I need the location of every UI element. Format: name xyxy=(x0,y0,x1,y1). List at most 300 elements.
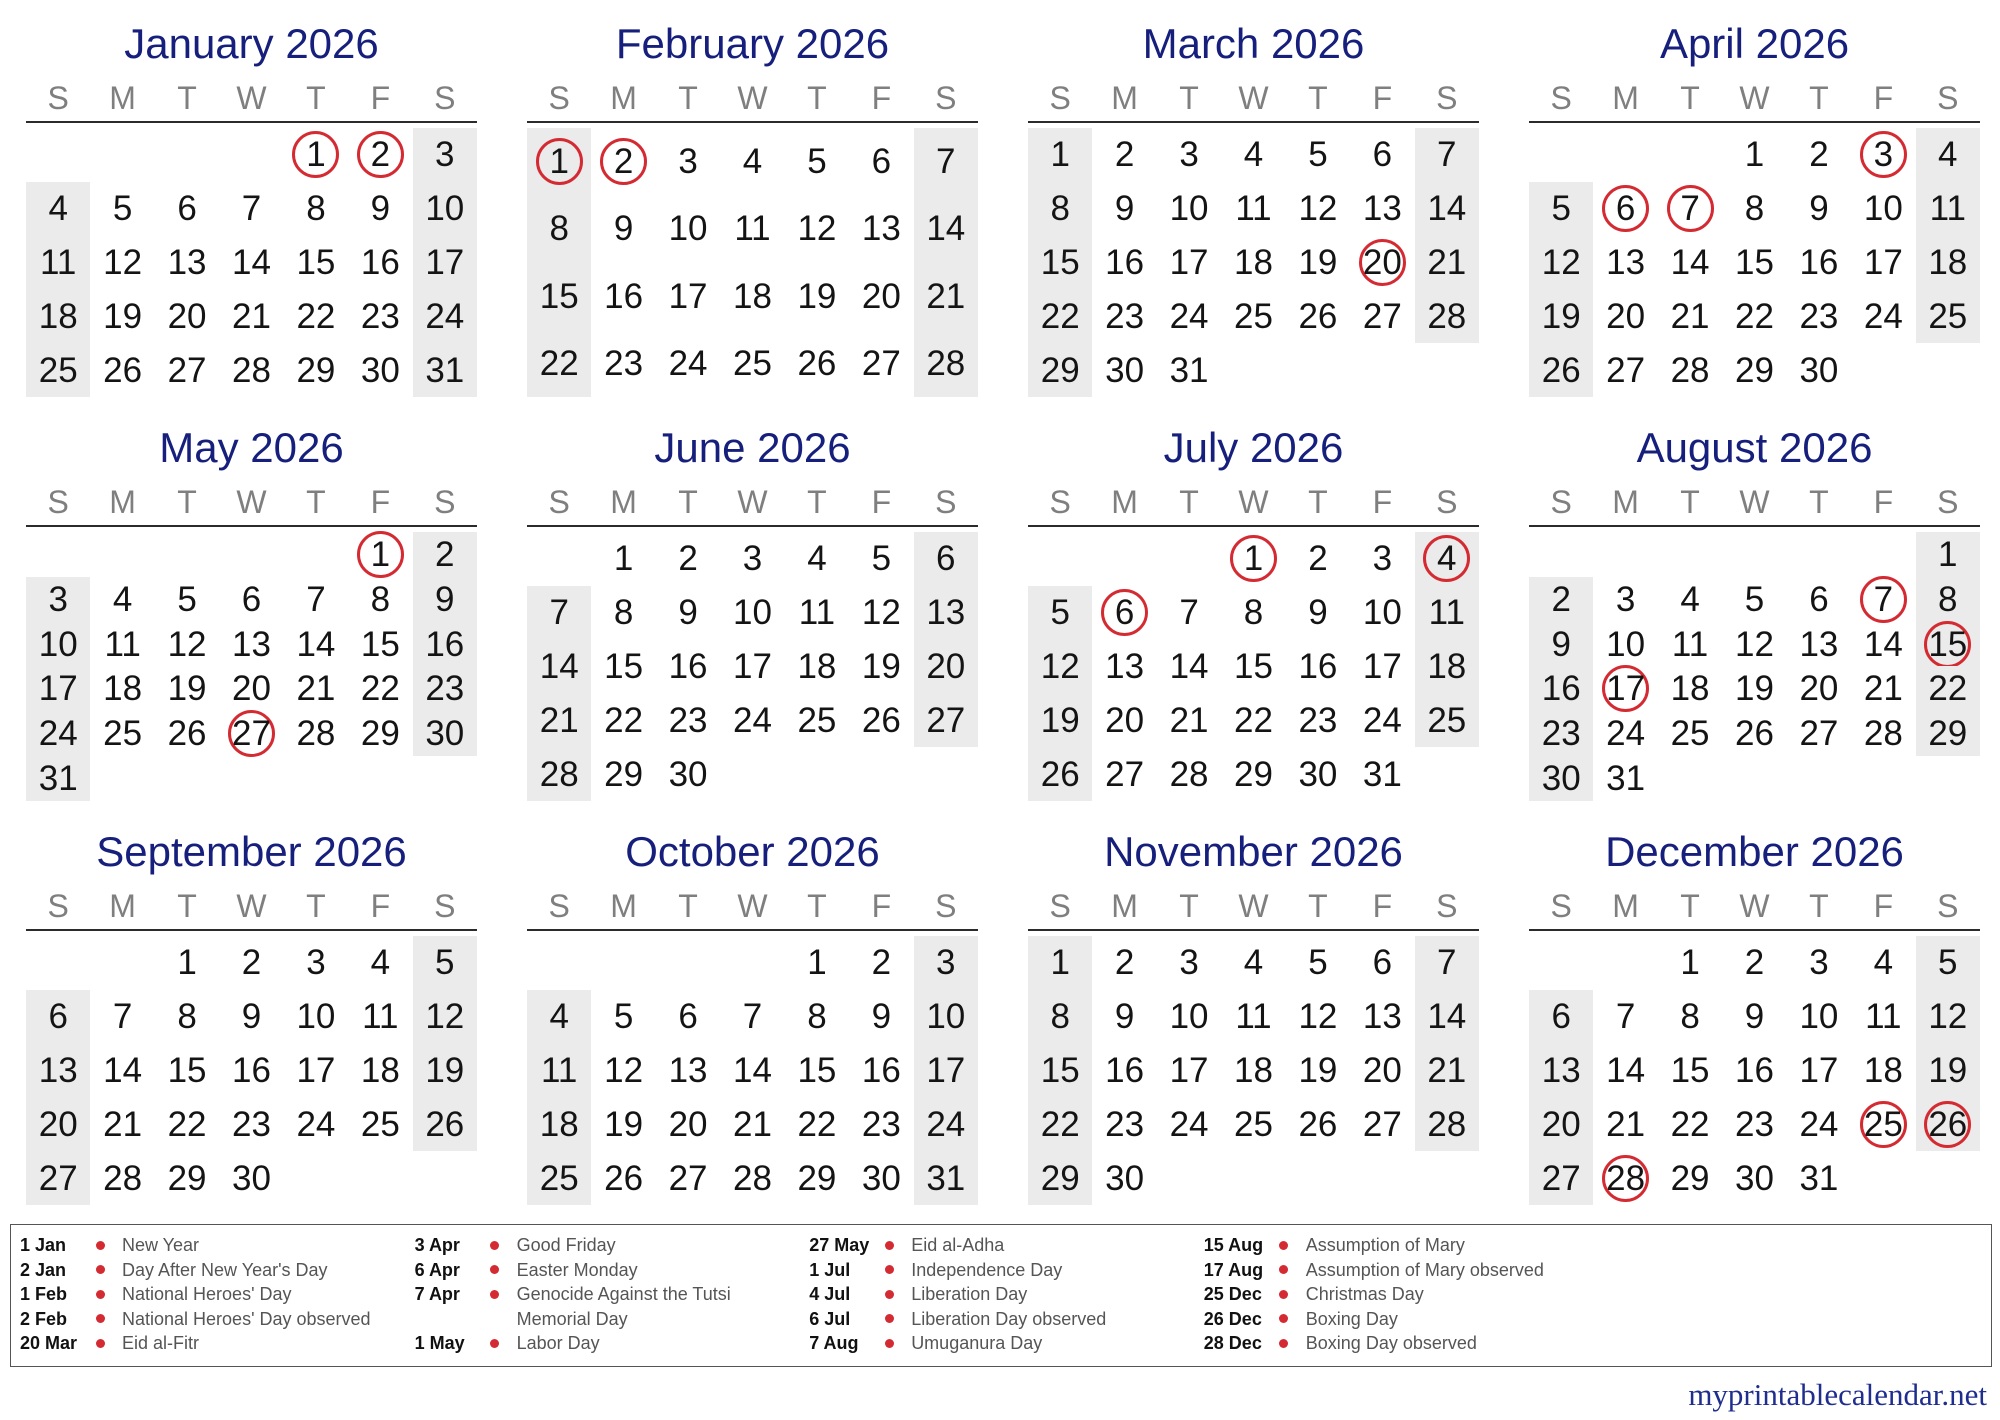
date-cell xyxy=(1157,747,1221,801)
date-cell xyxy=(1350,1097,1414,1151)
holiday-name: Umuganura Day xyxy=(911,1333,1043,1353)
weekend-date-cell xyxy=(1028,640,1092,694)
date-cell xyxy=(1286,936,1350,990)
date-number: 15 xyxy=(604,646,644,686)
month-title: February 2026 xyxy=(615,20,890,67)
date-cell xyxy=(785,1151,849,1205)
date-number: 22 xyxy=(296,296,336,336)
date-number: 15 xyxy=(296,242,336,282)
date-cell xyxy=(1350,289,1414,343)
date-cell xyxy=(1658,236,1722,290)
header-rule xyxy=(1529,121,1980,123)
empty-cell xyxy=(219,532,283,577)
empty-cell xyxy=(1415,343,1479,397)
date-cell xyxy=(1658,343,1722,397)
legend-entry xyxy=(1204,1258,1599,1283)
date-cell xyxy=(348,128,412,182)
date-number: 25 xyxy=(733,343,772,383)
date-number: 3 xyxy=(1873,135,1894,175)
weekend-date-cell xyxy=(1028,236,1092,290)
date-cell xyxy=(219,289,283,343)
date-number: 14 xyxy=(926,209,966,249)
weekday-label: F xyxy=(871,80,892,116)
holiday-name: Eid al-Fitr xyxy=(122,1333,200,1353)
weekday-label: F xyxy=(370,80,391,116)
date-cell xyxy=(849,195,913,262)
date-number: 16 xyxy=(1799,242,1839,282)
weekday-label: S xyxy=(1049,80,1071,116)
legend-entry xyxy=(415,1258,810,1283)
date-number: 1 xyxy=(1744,135,1765,175)
legend-date: 7 Apr xyxy=(414,1284,460,1304)
date-number: 27 xyxy=(668,1158,708,1198)
bullet-dot-icon xyxy=(96,1241,105,1250)
date-cell xyxy=(1658,666,1722,711)
date-cell xyxy=(1221,182,1285,236)
date-grid xyxy=(26,128,477,397)
date-cell xyxy=(219,711,283,756)
date-number: 20 xyxy=(1541,1104,1581,1144)
date-number: 8 xyxy=(613,593,634,633)
weekday-label: F xyxy=(1873,80,1894,116)
empty-cell xyxy=(1157,1151,1221,1205)
date-cell xyxy=(1221,640,1285,694)
date-number: 16 xyxy=(1735,1050,1774,1090)
date-number: 30 xyxy=(1105,350,1145,390)
date-cell xyxy=(284,622,348,667)
weekend-date-cell xyxy=(1916,236,1980,290)
date-cell xyxy=(284,289,348,343)
date-number: 5 xyxy=(435,943,455,983)
date-number: 6 xyxy=(48,997,68,1037)
date-cell xyxy=(1593,990,1657,1044)
date-number: 12 xyxy=(1735,624,1774,664)
weekday-label: S xyxy=(1436,888,1458,924)
date-number: 30 xyxy=(425,714,465,754)
date-cell xyxy=(1350,747,1414,801)
date-number: 20 xyxy=(861,276,901,316)
date-cell xyxy=(849,1044,913,1098)
date-number: 28 xyxy=(1169,754,1209,794)
empty-cell xyxy=(413,756,477,801)
date-grid xyxy=(1028,532,1479,801)
weekday-label: F xyxy=(1372,888,1393,924)
date-number: 8 xyxy=(549,209,569,249)
date-cell xyxy=(155,666,219,711)
date-cell xyxy=(656,747,720,801)
weekday-label: F xyxy=(871,888,892,924)
date-number: 25 xyxy=(1427,700,1467,740)
date-number: 20 xyxy=(1105,700,1145,740)
date-cell xyxy=(155,1044,219,1098)
date-number: 9 xyxy=(1551,624,1571,664)
weekday-label: M xyxy=(610,80,637,116)
date-number: 19 xyxy=(604,1104,644,1144)
date-number: 3 xyxy=(306,943,326,983)
weekend-date-cell xyxy=(1028,1151,1092,1205)
date-number: 14 xyxy=(1427,997,1467,1037)
date-number: 28 xyxy=(232,350,271,390)
legend-bullet xyxy=(92,1258,108,1283)
date-cell xyxy=(1851,289,1915,343)
legend-bullet xyxy=(487,1331,503,1356)
weekday-label: M xyxy=(1111,80,1138,116)
date-cell xyxy=(785,195,849,262)
date-number: 5 xyxy=(1050,593,1070,633)
date-number: 26 xyxy=(167,714,207,754)
date-number: 14 xyxy=(1606,1050,1646,1090)
weekday-label: T xyxy=(807,888,827,924)
date-number: 19 xyxy=(1928,1050,1968,1090)
date-cell xyxy=(155,289,219,343)
date-number: 21 xyxy=(733,1104,772,1144)
date-number: 15 xyxy=(1040,242,1080,282)
weekend-date-cell xyxy=(914,1151,978,1205)
weekend-date-cell xyxy=(1529,990,1593,1044)
weekend-date-cell xyxy=(1415,1097,1479,1151)
weekday-label: S xyxy=(548,888,570,924)
date-cell xyxy=(1787,289,1851,343)
holiday-name: National Heroes' Day observed xyxy=(122,1308,371,1329)
date-cell xyxy=(1722,1097,1786,1151)
weekday-label: S xyxy=(1550,484,1572,520)
date-number: 6 xyxy=(1551,997,1571,1037)
legend-date: 17 Aug xyxy=(1203,1259,1264,1280)
header-rule xyxy=(1529,929,1980,931)
date-cell xyxy=(591,195,655,262)
date-cell xyxy=(90,343,154,397)
date-number: 9 xyxy=(435,579,455,619)
weekend-date-cell xyxy=(1028,182,1092,236)
weekday-header xyxy=(1529,888,1980,924)
bullet-dot-icon xyxy=(1279,1314,1288,1323)
legend-bullet xyxy=(1276,1233,1292,1258)
date-number: 7 xyxy=(742,997,763,1037)
date-number: 25 xyxy=(1928,296,1968,336)
date-number: 4 xyxy=(112,579,133,619)
bullet-dot-icon xyxy=(96,1290,105,1299)
date-number: 27 xyxy=(1105,754,1145,794)
date-cell xyxy=(1851,622,1915,667)
empty-cell xyxy=(1157,532,1221,586)
date-number: 1 xyxy=(807,943,827,983)
weekday-label: T xyxy=(807,80,827,116)
bullet-dot-icon xyxy=(490,1339,499,1348)
weekday-label: S xyxy=(1550,888,1572,924)
weekday-label: S xyxy=(1049,484,1071,520)
date-number: 23 xyxy=(1298,700,1338,740)
date-number: 28 xyxy=(926,343,966,383)
month-february xyxy=(527,0,978,404)
date-number: 7 xyxy=(1680,189,1700,229)
date-cell xyxy=(90,711,154,756)
date-number: 25 xyxy=(1234,1104,1273,1144)
date-number: 9 xyxy=(370,189,391,229)
date-cell xyxy=(1787,622,1851,667)
weekday-label: M xyxy=(1612,888,1639,924)
date-cell xyxy=(720,330,784,397)
date-number: 21 xyxy=(1606,1104,1646,1144)
date-cell xyxy=(1092,182,1156,236)
date-cell xyxy=(1593,182,1657,236)
weekend-date-cell xyxy=(527,640,591,694)
date-number: 13 xyxy=(1105,646,1145,686)
date-number: 8 xyxy=(1050,997,1070,1037)
date-cell xyxy=(1851,936,1915,990)
weekday-header xyxy=(527,484,978,520)
date-number: 28 xyxy=(539,754,579,794)
bullet-dot-icon xyxy=(490,1241,499,1250)
date-number: 28 xyxy=(103,1158,143,1198)
weekend-date-cell xyxy=(1916,1097,1980,1151)
date-cell xyxy=(90,666,154,711)
date-number: 28 xyxy=(1606,1158,1646,1198)
date-number: 19 xyxy=(1040,700,1080,740)
header-rule xyxy=(1028,121,1479,123)
weekend-date-cell xyxy=(413,711,477,756)
date-cell xyxy=(656,330,720,397)
weekend-date-cell xyxy=(1916,182,1980,236)
date-number: 18 xyxy=(38,296,78,336)
date-number: 7 xyxy=(1873,579,1894,619)
date-cell xyxy=(1350,532,1414,586)
weekday-label: W xyxy=(1739,484,1770,520)
date-number: 24 xyxy=(1169,296,1209,336)
date-grid xyxy=(527,936,978,1205)
legend-date: 1 May xyxy=(414,1333,465,1353)
date-number: 6 xyxy=(177,189,197,229)
date-number: 26 xyxy=(1040,754,1080,794)
date-cell xyxy=(90,289,154,343)
empty-cell xyxy=(591,936,655,990)
date-number: 22 xyxy=(1735,296,1774,336)
date-number: 14 xyxy=(733,1050,772,1090)
date-number: 30 xyxy=(232,1158,271,1198)
empty-cell xyxy=(1028,532,1092,586)
date-cell xyxy=(849,936,913,990)
date-cell xyxy=(1092,586,1156,640)
date-number: 2 xyxy=(678,539,698,579)
legend-date: 1 Jan xyxy=(20,1235,67,1255)
legend-entry xyxy=(20,1258,415,1283)
legend-entry xyxy=(20,1307,415,1332)
date-cell xyxy=(785,936,849,990)
date-number: 24 xyxy=(668,343,708,383)
date-number: 7 xyxy=(1437,135,1457,175)
date-number: 9 xyxy=(1114,189,1135,229)
month-title: October 2026 xyxy=(625,828,880,875)
weekend-date-cell xyxy=(413,182,477,236)
weekday-header xyxy=(1028,484,1479,520)
date-cell xyxy=(591,1044,655,1098)
date-number: 9 xyxy=(1114,997,1135,1037)
date-grid xyxy=(26,532,477,801)
date-cell xyxy=(1851,236,1915,290)
date-number: 2 xyxy=(1114,135,1135,175)
date-cell xyxy=(284,343,348,397)
date-cell xyxy=(656,990,720,1044)
weekend-date-cell xyxy=(413,622,477,667)
date-number: 11 xyxy=(734,209,771,249)
date-cell xyxy=(720,1151,784,1205)
weekday-label: T xyxy=(306,888,326,924)
weekday-label: T xyxy=(306,80,326,116)
date-number: 12 xyxy=(425,997,465,1037)
date-number: 29 xyxy=(1040,350,1080,390)
date-number: 18 xyxy=(1670,669,1710,709)
month-title: May 2026 xyxy=(159,424,344,471)
site-credit-link[interactable]: myprintablecalendar.net xyxy=(1688,1377,1987,1412)
date-cell xyxy=(1286,1044,1350,1098)
date-number: 8 xyxy=(1938,579,1958,619)
date-number: 1 xyxy=(613,539,634,579)
weekday-label: T xyxy=(177,484,197,520)
holiday-name: Boxing Day observed xyxy=(1305,1333,1477,1353)
date-number: 13 xyxy=(1799,624,1839,664)
weekday-header xyxy=(26,80,477,116)
empty-cell xyxy=(26,532,90,577)
weekend-date-cell xyxy=(413,128,477,182)
bullet-dot-icon xyxy=(96,1314,105,1323)
date-grid xyxy=(26,936,477,1205)
date-number: 21 xyxy=(103,1104,143,1144)
empty-cell xyxy=(720,747,784,801)
weekend-date-cell xyxy=(527,263,591,330)
date-cell xyxy=(1092,1151,1156,1205)
empty-cell xyxy=(1722,756,1786,801)
date-number: 12 xyxy=(861,593,901,633)
month-title: March 2026 xyxy=(1142,20,1365,67)
legend-bullet xyxy=(92,1307,108,1332)
weekday-label: S xyxy=(1436,484,1458,520)
date-number: 3 xyxy=(1179,135,1199,175)
date-cell xyxy=(849,693,913,747)
holiday-name: Eid al-Adha xyxy=(911,1235,1005,1255)
date-number: 11 xyxy=(1235,189,1272,229)
date-cell xyxy=(1593,1151,1657,1205)
empty-cell xyxy=(90,128,154,182)
date-cell xyxy=(1851,577,1915,622)
date-number: 3 xyxy=(48,579,68,619)
empty-cell xyxy=(1658,532,1722,577)
weekday-header xyxy=(527,888,978,924)
empty-cell xyxy=(1593,936,1657,990)
date-cell xyxy=(1593,577,1657,622)
date-number: 1 xyxy=(1050,943,1070,983)
date-cell xyxy=(591,128,655,195)
month-title: September 2026 xyxy=(96,828,407,875)
weekend-date-cell xyxy=(1916,666,1980,711)
legend-entry xyxy=(1204,1233,1599,1258)
date-cell xyxy=(284,577,348,622)
legend-bullet xyxy=(881,1233,897,1258)
date-number: 6 xyxy=(1809,579,1829,619)
date-cell xyxy=(1722,182,1786,236)
date-cell xyxy=(1157,343,1221,397)
date-number: 18 xyxy=(1928,242,1968,282)
date-number: 1 xyxy=(370,534,391,574)
date-number: 31 xyxy=(1799,1158,1839,1198)
date-number: 7 xyxy=(306,579,326,619)
legend-date: 6 Apr xyxy=(414,1259,460,1280)
date-grid xyxy=(1529,128,1980,397)
date-cell xyxy=(1851,1097,1915,1151)
holiday-name: New Year xyxy=(122,1235,200,1255)
date-number: 1 xyxy=(1243,539,1264,579)
date-number: 9 xyxy=(1809,189,1829,229)
date-number: 17 xyxy=(1362,646,1402,686)
header-rule xyxy=(1028,525,1479,527)
date-cell xyxy=(656,693,720,747)
date-cell xyxy=(1722,343,1786,397)
date-number: 11 xyxy=(1929,189,1966,229)
weekend-date-cell xyxy=(1916,532,1980,577)
date-number: 2 xyxy=(1551,579,1571,619)
date-cell xyxy=(1658,1044,1722,1098)
date-cell xyxy=(1221,936,1285,990)
empty-cell xyxy=(785,747,849,801)
date-cell xyxy=(284,128,348,182)
date-number: 13 xyxy=(668,1050,708,1090)
empty-cell xyxy=(1286,343,1350,397)
holiday-name: Day After New Year's Day xyxy=(122,1259,328,1280)
weekday-label: S xyxy=(1049,888,1071,924)
date-number: 14 xyxy=(1169,646,1209,686)
date-number: 23 xyxy=(1105,296,1145,336)
date-number: 1 xyxy=(306,135,326,175)
date-number: 2 xyxy=(435,534,455,574)
date-cell xyxy=(219,1044,283,1098)
date-number: 12 xyxy=(103,242,143,282)
date-number: 6 xyxy=(1615,189,1636,229)
date-cell xyxy=(90,577,154,622)
date-cell xyxy=(155,343,219,397)
date-cell xyxy=(1286,747,1350,801)
date-number: 18 xyxy=(733,276,772,316)
date-cell xyxy=(1722,236,1786,290)
weekday-header xyxy=(1028,888,1479,924)
legend-entry xyxy=(1204,1307,1599,1332)
date-cell xyxy=(849,640,913,694)
legend-entry xyxy=(20,1282,415,1307)
date-number: 20 xyxy=(1362,242,1402,282)
month-may xyxy=(26,404,477,808)
date-number: 4 xyxy=(370,943,391,983)
weekend-date-cell xyxy=(1916,936,1980,990)
date-number: 22 xyxy=(604,700,644,740)
date-number: 14 xyxy=(103,1050,143,1090)
date-number: 11 xyxy=(1865,997,1902,1037)
date-number: 11 xyxy=(40,242,77,282)
month-title: January 2026 xyxy=(124,20,379,67)
legend-entry xyxy=(415,1282,810,1331)
weekend-date-cell xyxy=(1028,1044,1092,1098)
legend-column xyxy=(809,1233,1204,1356)
holiday-name: Labor Day xyxy=(516,1333,600,1353)
empty-cell xyxy=(1415,1151,1479,1205)
date-cell xyxy=(1722,577,1786,622)
date-number: 23 xyxy=(232,1104,271,1144)
date-number: 5 xyxy=(1308,135,1328,175)
month-september xyxy=(26,808,477,1212)
date-cell xyxy=(1221,990,1285,1044)
date-number: 29 xyxy=(296,350,336,390)
date-number: 28 xyxy=(1427,296,1467,336)
date-cell xyxy=(1658,1151,1722,1205)
legend-bullet xyxy=(881,1282,897,1307)
date-cell xyxy=(656,1097,720,1151)
weekday-label: S xyxy=(47,888,69,924)
